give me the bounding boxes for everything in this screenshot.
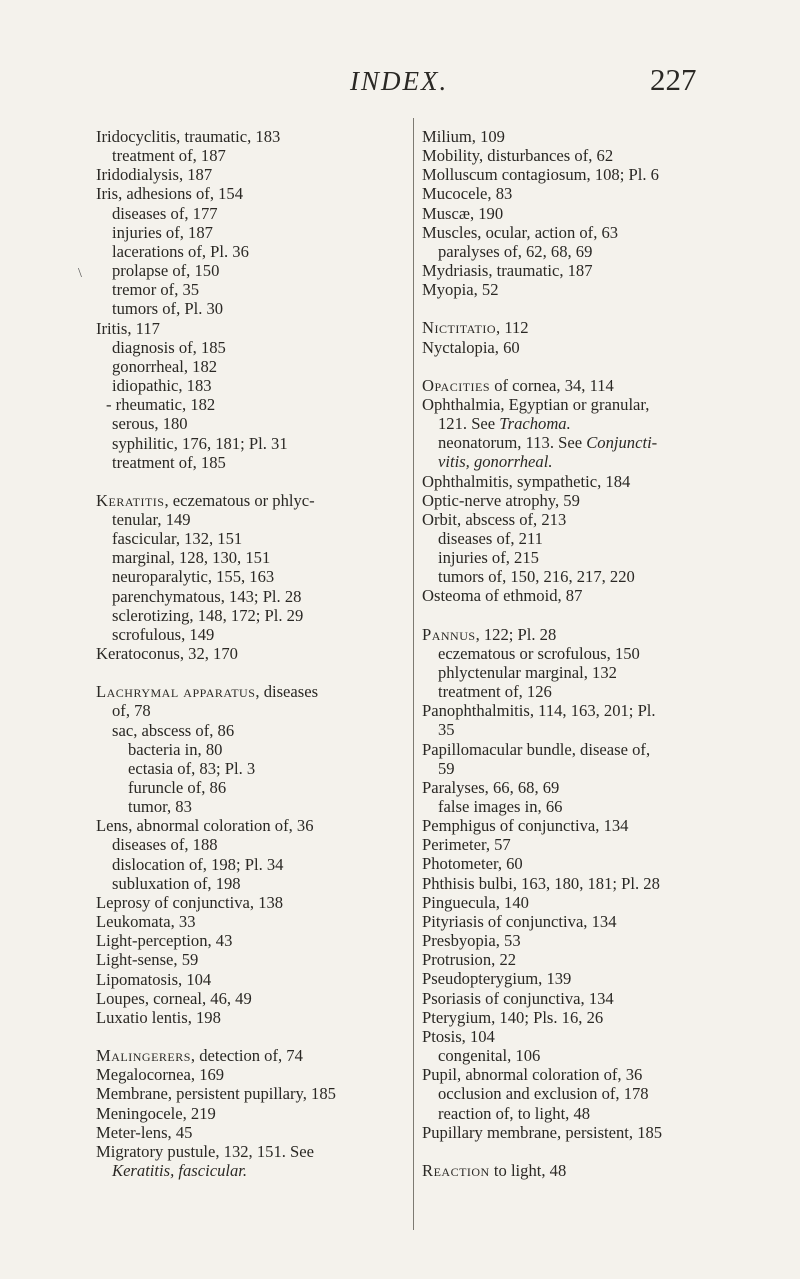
index-entry: Leukomata, 33 — [96, 912, 196, 932]
index-entry: Luxatio lentis, 198 — [96, 1007, 221, 1027]
index-entry: 121. See Trachoma. — [438, 414, 571, 434]
index-entry: Leprosy of conjunctiva, 138 — [96, 892, 284, 912]
page-header — [0, 62, 800, 102]
index-entry: neuroparalytic, 155, 163 — [112, 567, 275, 587]
stray-mark: \ — [78, 266, 82, 281]
index-entry: marginal, 128, 130, 151 — [112, 548, 271, 568]
index-entry: vitis, gonorrheal. — [438, 452, 553, 472]
index-entry: Meningocele, 219 — [96, 1103, 216, 1123]
index-entry: Lachrymal apparatus, diseases — [96, 682, 319, 702]
index-entry: lacerations of, Pl. 36 — [112, 241, 249, 261]
index-entry: treatment of, 187 — [112, 146, 226, 166]
index-entry: prolapse of, 150 — [112, 261, 220, 281]
index-entry: tenular, 149 — [112, 509, 191, 529]
index-entry: Opacities of cornea, 34, 114 — [422, 375, 614, 395]
index-entry: Lens, abnormal coloration of, 36 — [96, 816, 314, 836]
cross-reference: Conjuncti- — [586, 433, 658, 453]
index-entry: sclerotizing, 148, 172; Pl. 29 — [112, 605, 304, 625]
index-entry: congenital, 106 — [438, 1046, 541, 1066]
index-entry: eczematous or scrofulous, 150 — [438, 643, 640, 663]
index-entry: diseases of, 211 — [438, 528, 543, 548]
index-entry: - rheumatic, 182 — [106, 395, 216, 415]
index-entry: injuries of, 187 — [112, 222, 213, 242]
index-entry: diagnosis of, 185 — [112, 337, 226, 357]
index-entry: injuries of, 215 — [438, 548, 539, 568]
index-entry: fascicular, 132, 151 — [112, 529, 243, 549]
page-number: 227 — [650, 62, 697, 97]
running-title: INDEX. — [350, 66, 449, 96]
index-entry: Loupes, corneal, 46, 49 — [96, 988, 252, 1008]
index-entry: Keratitis, fascicular. — [112, 1160, 248, 1180]
index-entry: treatment of, 126 — [438, 682, 552, 702]
index-entry: Muscæ, 190 — [422, 203, 504, 223]
index-entry: Pannus, 122; Pl. 28 — [422, 624, 557, 644]
index-entry: neonatorum, 113. See Conjuncti- — [438, 433, 658, 453]
index-entry: Presbyopia, 53 — [422, 931, 521, 951]
index-column-right — [422, 127, 754, 1180]
index-entry: Molluscum contagiosum, 108; Pl. 6 — [422, 165, 659, 185]
index-entry: syphilitic, 176, 181; Pl. 31 — [112, 433, 288, 453]
index-entry: Migratory pustule, 132, 151. See — [96, 1141, 314, 1161]
index-entry: Mucocele, 83 — [422, 184, 513, 204]
index-entry: Osteoma of ethmoid, 87 — [422, 586, 583, 606]
index-entry: scrofulous, 149 — [112, 624, 215, 644]
index-entry: treatment of, 185 — [112, 452, 226, 472]
index-entry: reaction of, to light, 48 — [438, 1103, 591, 1123]
index-entry: Keratoconus, 32, 170 — [96, 644, 238, 664]
index-entry: Pemphigus of conjunctiva, 134 — [422, 816, 629, 836]
index-entry: Keratitis, eczematous or phlyc- — [96, 490, 315, 510]
index-entry: tremor of, 35 — [112, 280, 200, 300]
index-entry: Reaction to light, 48 — [422, 1160, 567, 1180]
index-entry: Nyctalopia, 60 — [422, 337, 520, 357]
column-divider — [413, 118, 414, 1230]
index-entry: Pseudopterygium, 139 — [422, 969, 572, 989]
index-entry: diseases of, 177 — [112, 203, 218, 223]
index-entry: Photometer, 60 — [422, 854, 523, 874]
index-entry: Pupil, abnormal coloration of, 36 — [422, 1065, 643, 1085]
index-entry: subluxation of, 198 — [112, 873, 241, 893]
cross-reference: Trachoma. — [499, 414, 571, 434]
index-entry: Pterygium, 140; Pls. 16, 26 — [422, 1007, 604, 1027]
index-column-left — [96, 127, 412, 1180]
index-entry: Perimeter, 57 — [422, 835, 511, 855]
index-entry: parenchymatous, 143; Pl. 28 — [112, 586, 302, 606]
index-entry: Meter-lens, 45 — [96, 1122, 193, 1142]
index-entry: Megalocornea, 169 — [96, 1065, 225, 1085]
index-entry: 59 — [438, 758, 455, 778]
index-entry: gonorrheal, 182 — [112, 356, 218, 376]
index-entry: Iris, adhesions of, 154 — [96, 184, 244, 204]
index-entry: Milium, 109 — [422, 127, 505, 146]
index-entry: Ophthalmitis, sympathetic, 184 — [422, 471, 631, 491]
index-entry: Orbit, abscess of, 213 — [422, 509, 567, 529]
index-entry: paralyses of, 62, 68, 69 — [438, 241, 593, 261]
index-entry: tumor, 83 — [128, 797, 192, 817]
index-entry: of, 78 — [112, 701, 151, 721]
index-entry: Protrusion, 22 — [422, 950, 517, 970]
index-entry: Mydriasis, traumatic, 187 — [422, 261, 593, 281]
index-entry: Iridodialysis, 187 — [96, 165, 213, 185]
index-entry: Myopia, 52 — [422, 280, 499, 300]
index-entry: diseases of, 188 — [112, 835, 218, 855]
index-entry: false images in, 66 — [438, 797, 563, 816]
index-entry: 35 — [438, 720, 455, 740]
index-entry: tumors of, 150, 216, 217, 220 — [438, 567, 635, 587]
index-entry: Pupillary membrane, persistent, 185 — [422, 1122, 663, 1142]
index-entry: Optic-nerve atrophy, 59 — [422, 490, 580, 510]
index-entry: sac, abscess of, 86 — [112, 720, 235, 740]
index-entry: occlusion and exclusion of, 178 — [438, 1084, 649, 1104]
index-entry: Ptosis, 104 — [422, 1026, 495, 1046]
index-entry: phlyctenular marginal, 132 — [438, 662, 617, 682]
index-entry: Membrane, persistent pupillary, 185 — [96, 1084, 336, 1104]
index-entry: Lipomatosis, 104 — [96, 969, 212, 989]
index-entry: Paralyses, 66, 68, 69 — [422, 777, 560, 797]
index-entry: Psoriasis of conjunctiva, 134 — [422, 988, 614, 1008]
index-entry: Pinguecula, 140 — [422, 892, 529, 912]
index-entry: ectasia of, 83; Pl. 3 — [128, 758, 256, 778]
index-entry: furuncle of, 86 — [128, 778, 227, 797]
index-entry: serous, 180 — [112, 414, 188, 434]
index-entry: Light-perception, 43 — [96, 931, 233, 951]
index-entry: Panophthalmitis, 114, 163, 201; Pl. — [422, 701, 656, 721]
index-entry: tumors of, Pl. 30 — [112, 299, 224, 319]
index-entry: bacteria in, 80 — [128, 739, 223, 759]
index-entry: idiopathic, 183 — [112, 376, 212, 396]
index-entry: Muscles, ocular, action of, 63 — [422, 222, 619, 242]
index-entry: Light-sense, 59 — [96, 950, 199, 970]
index-entry: Nictitatio, 112 — [422, 318, 529, 338]
index-entry: Malingerers, detection of, 74 — [96, 1046, 303, 1066]
index-entry: Mobility, disturbances of, 62 — [422, 146, 614, 166]
index-entry: Iridocyclitis, traumatic, 183 — [96, 127, 281, 146]
index-entry: Phthisis bulbi, 163, 180, 181; Pl. 28 — [422, 873, 660, 893]
index-entry: Ophthalmia, Egyptian or granular, — [422, 394, 650, 414]
index-entry: Pityriasis of conjunctiva, 134 — [422, 911, 617, 931]
index-entry: Papillomacular bundle, disease of, — [422, 739, 651, 759]
index-entry: Iritis, 117 — [96, 318, 160, 338]
index-entry: dislocation of, 198; Pl. 34 — [112, 854, 284, 874]
